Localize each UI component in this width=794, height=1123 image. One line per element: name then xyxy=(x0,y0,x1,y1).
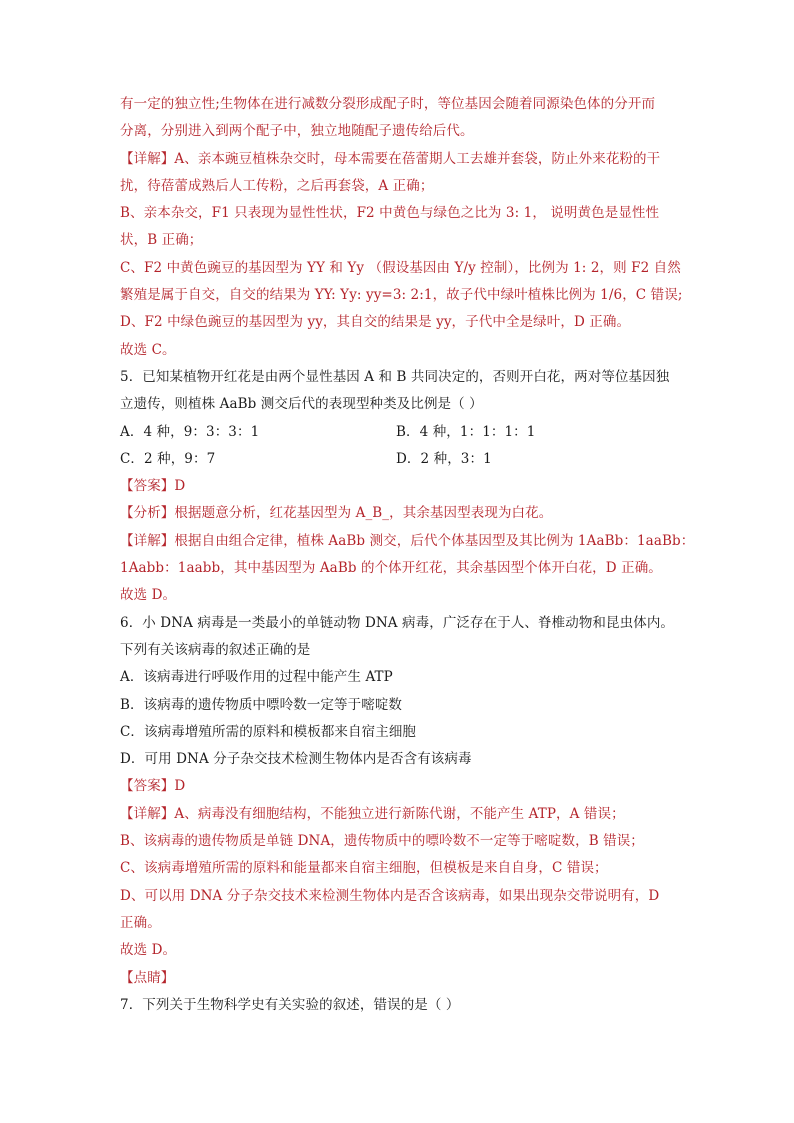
text-line: C、F2 中黄色豌豆的基因型为 YY 和 Yy （假设基因由 Y/y 控制），比例为 1: 2，则 F2 自然 xyxy=(120,259,681,276)
text-line: 6．小 DNA 病毒是一类最小的单链动物 DNA 病毒，广泛存在于人、脊椎动物和昆虫体内。 xyxy=(120,614,675,631)
text-line: 扰，待蓓蕾成熟后人工传粉，之后再套袋，A 正确； xyxy=(120,177,434,194)
text-line: C、该病毒增殖所需的原料和能量都来自宿主细胞，但模板是来自自身，C 错误； xyxy=(120,860,608,877)
text-line: 故选 C。 xyxy=(120,341,176,358)
text-line: 故选 D。 xyxy=(120,587,177,604)
text-line: 【分析】根据题意分析，红花基因型为 A_B_，其余基因型表现为白花。 xyxy=(120,505,553,522)
text-line: 【答案】D xyxy=(120,778,186,795)
text-line: 繁殖是属于自交，自交的结果为 YY: Yy: yy=3: 2:1，故子代中绿叶植株比例为 1/6，C 错误; xyxy=(120,287,683,304)
choice-row xyxy=(120,446,734,473)
text-line: B、亲本杂交，F1 只表现为显性性状，F2 中黄色与绿色之比为 3: 1， 说明黄色是显性性 xyxy=(120,205,660,222)
text-line: 立遗传，则植株 AaBb 测交后代的表现型种类及比例是（ ） xyxy=(120,396,483,413)
text-line: 【详解】A、亲本豌豆植株杂交时，母本需要在蓓蕾期人工去雄并套袋，防止外来花粉的干 xyxy=(120,150,661,167)
text-line: B．该病毒的遗传物质中嘌呤数一定等于嘧啶数 xyxy=(120,696,403,713)
text-line: 【点睛】 xyxy=(120,969,175,986)
text-line: 1Aabb：1aabb，其中基因型为 AaBb 的个体开红花，其余基因型个体开白花，D 正确。 xyxy=(120,560,662,577)
text-line: 有一定的独立性;生物体在进行减数分裂形成配子时，等位基因会随着同源染色体的分开而 xyxy=(120,96,656,112)
text-line: C．该病毒增殖所需的原料和模板都来自宿主细胞 xyxy=(120,723,417,740)
choice-option: D．2 种，3：1 xyxy=(396,450,492,467)
choice-option: A．4 种，9：3：3：1 xyxy=(120,423,260,440)
text-line: D、F2 中绿色豌豆的基因型为 yy，其自交的结果是 yy，子代中全是绿叶，D 正确。 xyxy=(120,314,631,331)
text-line: 下列有关该病毒的叙述正确的是 xyxy=(120,641,311,658)
choice-option: C．2 种，9：7 xyxy=(120,450,216,467)
text-line: A．该病毒进行呼吸作用的过程中能产生 ATP xyxy=(120,669,393,686)
text-line: B、该病毒的遗传物质是单链 DNA，遗传物质中的嘌呤数不一定等于嘧啶数，B 错误； xyxy=(120,833,644,850)
text-line: 状，B 正确； xyxy=(120,232,203,249)
text-line: D．可用 DNA 分子杂交技术检测生物体内是否含有该病毒 xyxy=(120,751,472,768)
choice-option: B．4 种，1：1：1：1 xyxy=(396,423,536,440)
text-line: 正确。 xyxy=(120,914,161,931)
text-line: 5．已知某植物开红花是由两个显性基因 A 和 B 共同决定的，否则开白花，两对等位基因独 xyxy=(120,368,670,385)
choice-row xyxy=(120,419,734,446)
text-line: 【答案】D xyxy=(120,478,186,495)
text-line: 【详解】A、病毒没有细胞结构，不能独立进行新陈代谢，不能产生 ATP，A 错误； xyxy=(120,805,625,822)
text-line: 故选 D。 xyxy=(120,942,177,959)
document-body xyxy=(120,91,734,1019)
text-line: 【详解】根据自由组合定律，植株 AaBb 测交，后代个体基因型及其比例为 1AaBb：1aaBb： xyxy=(120,532,695,549)
text-line: 分离，分别进入到两个配子中，独立地随配子遗传给后代。 xyxy=(120,123,474,140)
text-line: D、可以用 DNA 分子杂交技术来检测生物体内是否含该病毒，如果出现杂交带说明有，D xyxy=(120,887,660,904)
text-line: 7．下列关于生物科学史有关实验的叙述，错误的是（ ） xyxy=(120,996,460,1013)
